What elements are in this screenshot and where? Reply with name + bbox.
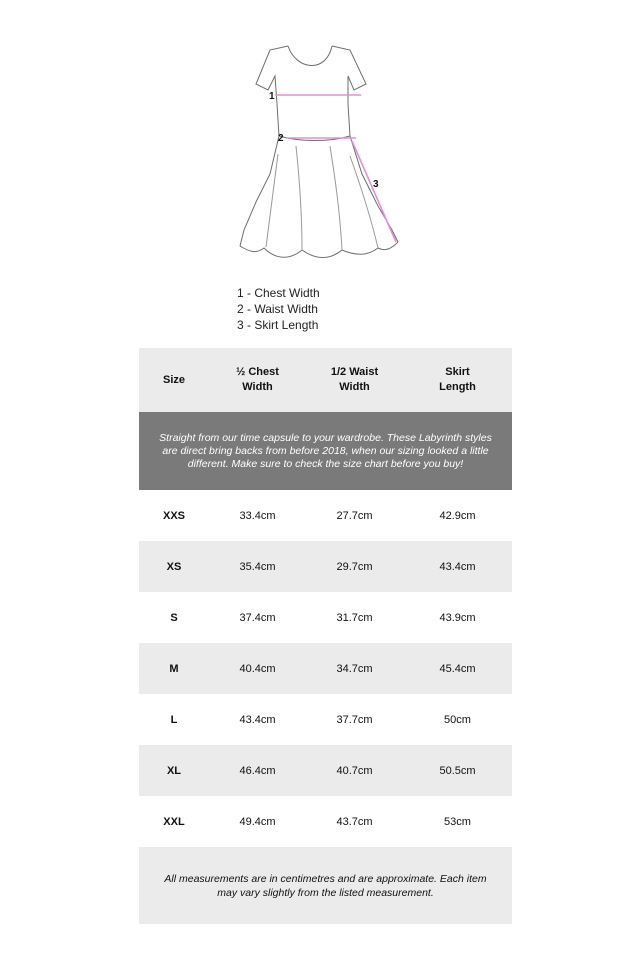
chest-cell: 40.4cm <box>239 662 276 675</box>
waist-cell: 37.7cm <box>336 713 373 726</box>
chest-cell: 33.4cm <box>239 509 276 522</box>
skirt-cell: 43.9cm <box>439 611 476 624</box>
chest-cell: 37.4cm <box>239 611 276 624</box>
table-row <box>139 541 512 592</box>
skirt-cell: 42.9cm <box>439 509 476 522</box>
table-row <box>139 490 512 541</box>
chest-cell: 46.4cm <box>239 764 276 777</box>
marker-skirt: 3 <box>373 179 379 190</box>
size-cell: XL <box>166 764 182 777</box>
header-waist: 1/2 Waist Width <box>330 366 379 393</box>
dress-diagram <box>230 34 420 274</box>
waist-cell: 31.7cm <box>336 611 373 624</box>
legend-chest: 1 - Chest Width <box>237 286 320 300</box>
skirt-cell: 50cm <box>444 713 471 726</box>
waist-cell: 40.7cm <box>336 764 373 777</box>
size-cell: XS <box>166 560 182 573</box>
skirt-cell: 53cm <box>444 815 471 828</box>
header-skirt: Skirt Length <box>439 366 476 393</box>
waist-cell: 34.7cm <box>336 662 373 675</box>
measurement-legend <box>237 285 320 333</box>
sizing-note: Straight from our time capsule to your wardrobe. These Labyrinth styles are direct bring backs from before 2018, when our sizing looked a little different. Make sure to check the size chart before you buy! <box>139 412 512 490</box>
size-cell: S <box>170 611 178 624</box>
waist-cell: 29.7cm <box>336 560 373 573</box>
size-cell: XXS <box>162 509 185 522</box>
marker-chest: 1 <box>269 91 275 102</box>
skirt-cell: 45.4cm <box>439 662 476 675</box>
size-cell: M <box>169 662 179 675</box>
table-row <box>139 796 512 847</box>
chest-cell: 49.4cm <box>239 815 276 828</box>
waist-cell: 43.7cm <box>336 815 373 828</box>
chest-cell: 35.4cm <box>239 560 276 573</box>
table-row <box>139 643 512 694</box>
table-row <box>139 694 512 745</box>
legend-waist: 2 - Waist Width <box>237 302 318 316</box>
size-chart-table <box>139 348 512 924</box>
table-header <box>139 348 512 412</box>
size-cell: L <box>170 713 178 726</box>
header-chest: ½ Chest Width <box>236 366 279 393</box>
skirt-cell: 43.4cm <box>439 560 476 573</box>
table-row <box>139 592 512 643</box>
header-size: Size <box>162 373 185 386</box>
marker-waist: 2 <box>278 133 284 144</box>
table-row <box>139 745 512 796</box>
size-cell: XXL <box>163 815 185 828</box>
measurement-disclaimer: All measurements are in centimetres and are approximate. Each item may vary slightly from the listed measurement. <box>139 847 512 924</box>
skirt-cell: 50.5cm <box>439 764 476 777</box>
legend-skirt: 3 - Skirt Length <box>237 318 319 332</box>
chest-cell: 43.4cm <box>239 713 276 726</box>
waist-cell: 27.7cm <box>336 509 373 522</box>
